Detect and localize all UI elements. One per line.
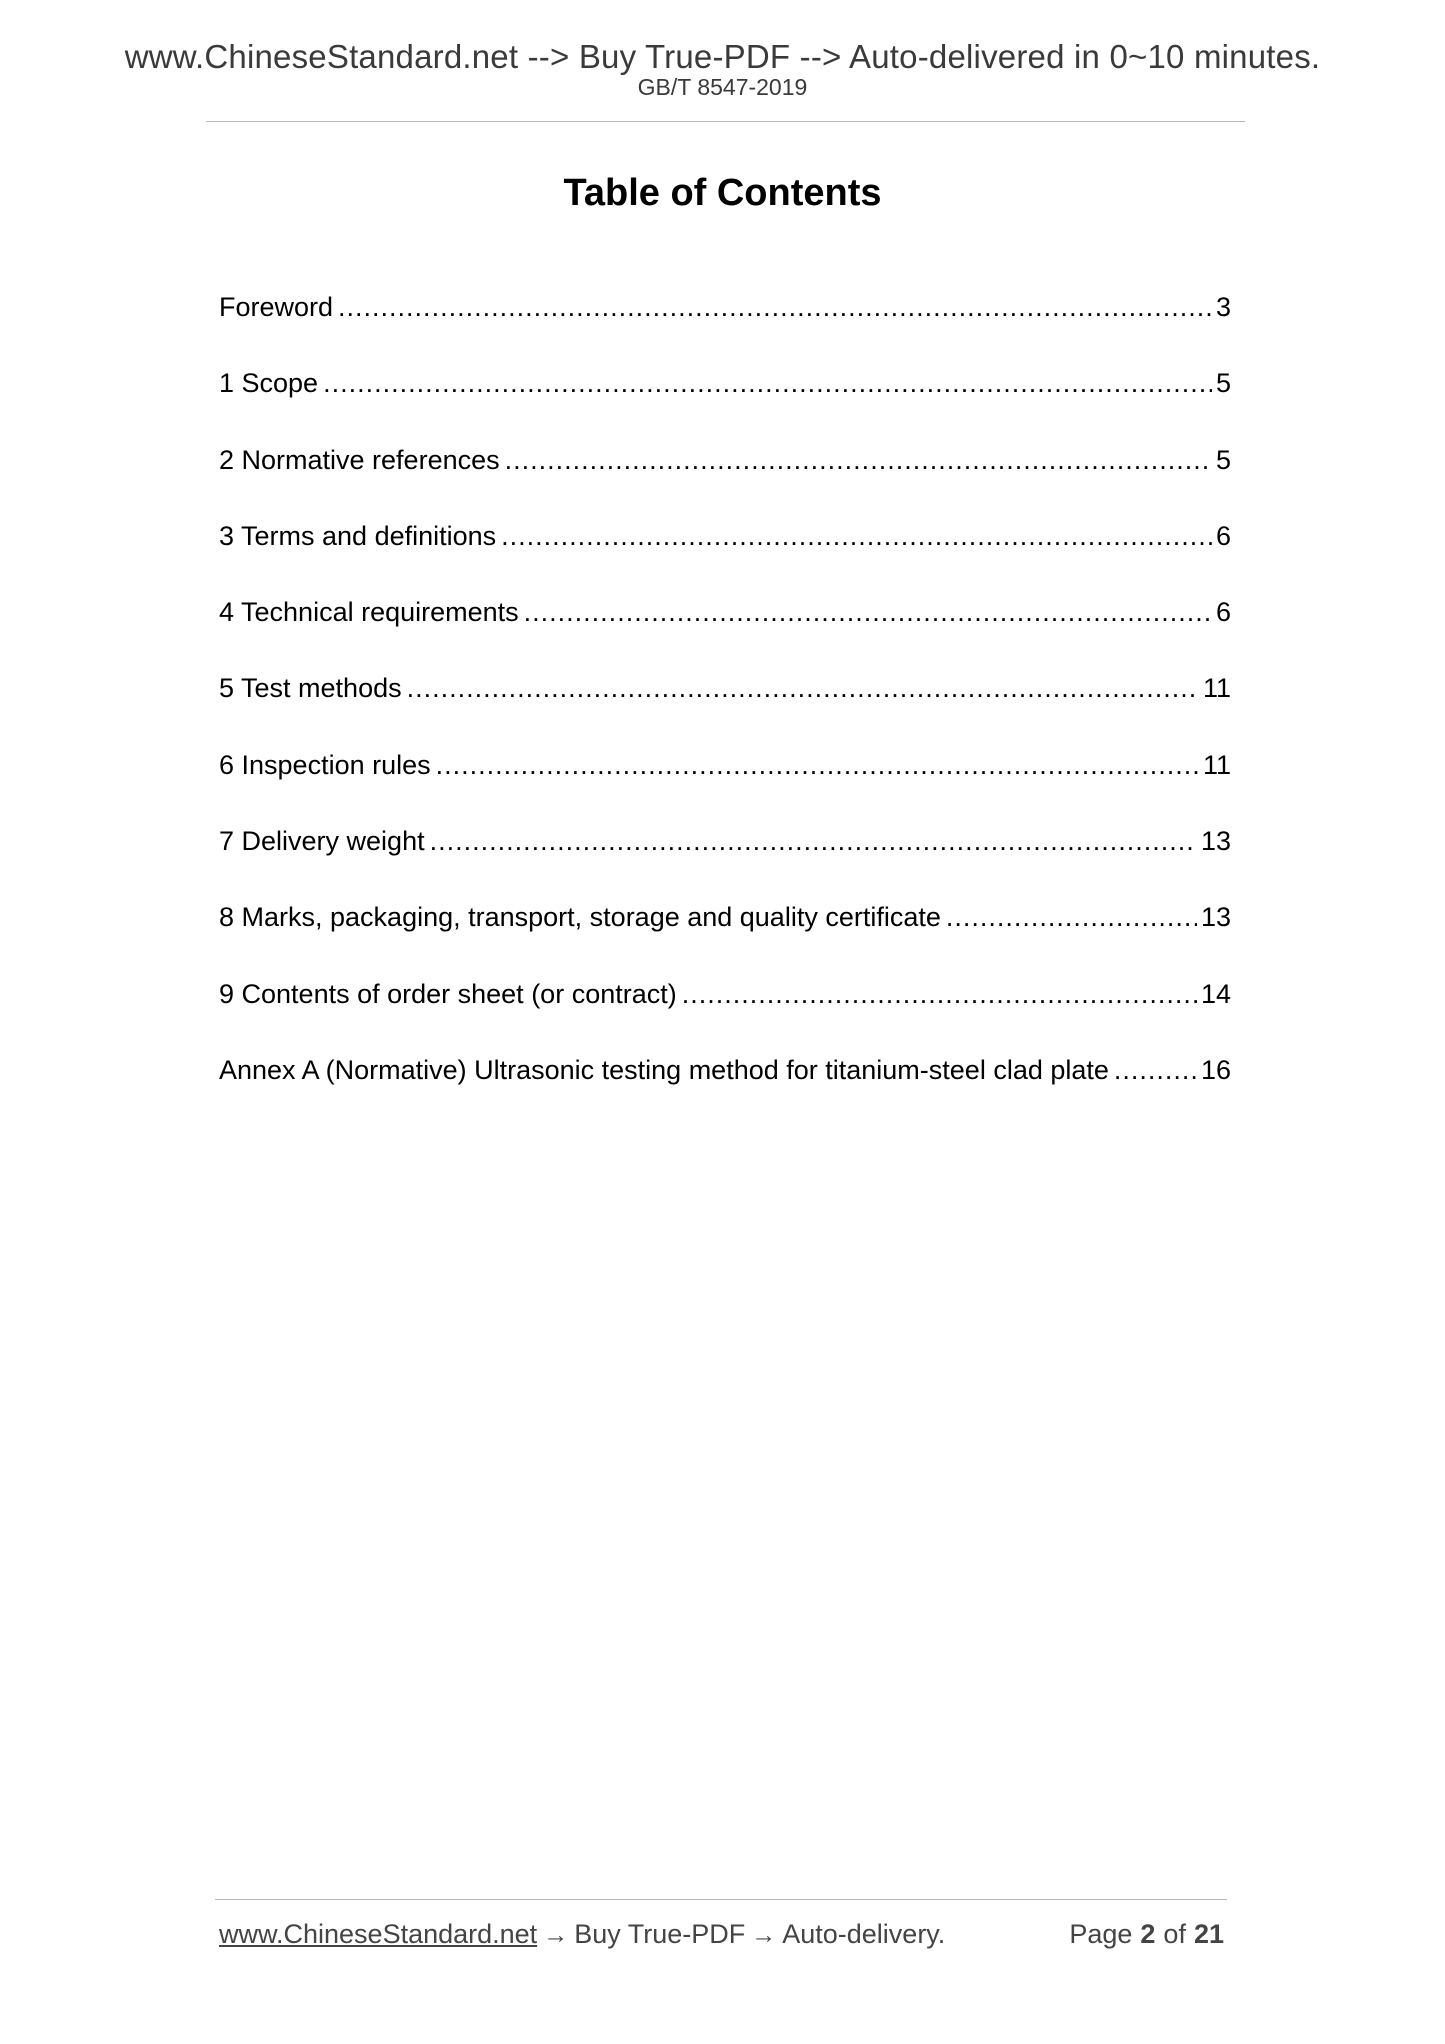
page-indicator	[1069, 1914, 1224, 1954]
toc-entry-label: 3 Terms and definitions	[219, 520, 497, 551]
toc-entry-label: 9 Contents of order sheet (or contract)	[219, 978, 677, 1009]
auto-delivery-text: Auto-delivery.	[782, 1919, 946, 1949]
toc-entry-page: 11	[1202, 673, 1231, 704]
toc-entry-page: 6	[1215, 597, 1231, 628]
arrow-right-icon: →	[543, 1921, 569, 1949]
footer-promo	[219, 1914, 945, 1955]
toc-entry[interactable]	[219, 897, 1231, 973]
toc-entry-label: 4 Technical requirements	[219, 597, 519, 628]
document-code: GB/T 8547-2019	[637, 74, 808, 100]
toc-entry[interactable]	[219, 745, 1231, 821]
toc-entry[interactable]	[219, 592, 1231, 668]
toc-leader-dots	[1114, 1050, 1197, 1090]
toc-leader-dots	[682, 974, 1197, 1014]
toc-leader-dots	[524, 592, 1212, 632]
toc-leader-dots	[430, 821, 1197, 861]
toc-entry-label: Annex A (Normative) Ultrasonic testing method for titanium-steel clad plate	[219, 1054, 1109, 1085]
toc-entry[interactable]	[219, 287, 1231, 363]
toc-entry[interactable]	[219, 668, 1231, 744]
toc-entry-page: 6	[1215, 520, 1231, 551]
toc-entry-page: 13	[1200, 902, 1231, 933]
toc-leader-dots	[338, 287, 1212, 327]
toc-leader-dots	[407, 668, 1199, 708]
toc-entry-page: 13	[1200, 826, 1231, 857]
arrow-right-icon: →	[751, 1921, 777, 1949]
toc-leader-dots	[505, 440, 1212, 480]
toc-entry[interactable]	[219, 440, 1231, 516]
toc-title: Table of Contents	[563, 172, 882, 214]
toc-entry[interactable]	[219, 821, 1231, 897]
toc-entry[interactable]	[219, 1050, 1231, 1126]
toc-entry-page: 3	[1215, 292, 1231, 322]
toc-leader-dots	[946, 897, 1197, 937]
toc-entry-label: 6 Inspection rules	[219, 749, 431, 780]
toc-entry-label: 5 Test methods	[219, 673, 402, 704]
toc-leader-dots	[501, 516, 1212, 556]
page-label: Page	[1069, 1919, 1133, 1949]
toc-entry[interactable]	[219, 974, 1231, 1050]
toc-entry-page: 5	[1215, 444, 1231, 475]
toc-entry-page: 5	[1215, 368, 1231, 399]
toc-entry[interactable]	[219, 516, 1231, 592]
website-link[interactable]: www.ChineseStandard.net	[219, 1919, 538, 1949]
total-pages-number: 21	[1193, 1919, 1224, 1949]
toc-entry-page: 11	[1202, 749, 1231, 780]
buy-pdf-text: Buy True-PDF	[574, 1919, 746, 1949]
toc-leader-dots	[436, 745, 1199, 785]
current-page-number: 2	[1140, 1919, 1156, 1949]
toc-entry-page: 16	[1200, 1054, 1231, 1085]
toc-list	[219, 287, 1231, 1126]
of-label: of	[1163, 1919, 1186, 1949]
toc-entry-label: 2 Normative references	[219, 444, 500, 475]
header-divider	[206, 121, 1245, 122]
top-banner: www.ChineseStandard.net --> Buy True-PDF --> Auto-delivered in 0~10 minutes.	[124, 38, 1321, 75]
toc-entry-page: 14	[1200, 978, 1231, 1009]
toc-entry-label: 8 Marks, packaging, transport, storage and quality certificate	[219, 902, 941, 933]
toc-entry-label: 7 Delivery weight	[219, 826, 425, 857]
toc-entry-label: 1 Scope	[219, 368, 319, 399]
toc-entry-label: Foreword	[219, 292, 334, 322]
footer-divider	[215, 1899, 1227, 1900]
toc-entry[interactable]	[219, 363, 1231, 439]
toc-leader-dots	[323, 363, 1212, 403]
